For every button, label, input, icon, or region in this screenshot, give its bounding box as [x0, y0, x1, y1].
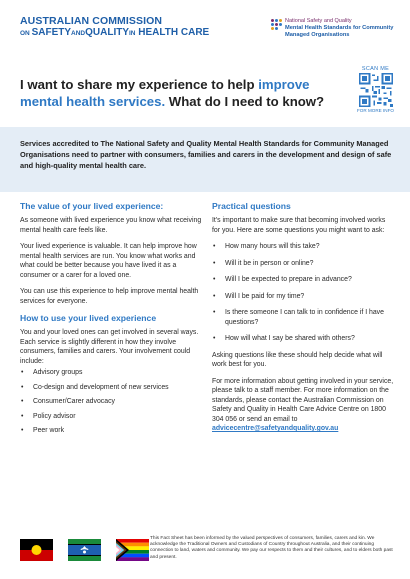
- aboriginal-flag-icon: [20, 539, 53, 561]
- org-word-health-care: HEALTH CARE: [138, 27, 210, 38]
- standards-subtitle: National Safety and Quality: [285, 18, 352, 24]
- list-item: • How many hours will this take?: [212, 242, 394, 252]
- org-word-and: AND: [71, 30, 86, 37]
- questions-list: [212, 242, 394, 344]
- how-to-use-heading: How to use your lived experience: [20, 313, 157, 323]
- practical-questions-p2: Asking questions like these should help decide what will work best for you.: [212, 351, 383, 368]
- acknowledgement-text: This Fact Sheet has been informed by the valued perspectives of consumers, families, carers and kin. We acknowledge the Traditional Owners and Custodians of Country throughout Australia, and their continuing connection to land, waters and community. We pay our respects to them and their cultures, and to elders both past and present.: [150, 536, 393, 560]
- involvement-list: [20, 368, 205, 436]
- left-column: [20, 201, 205, 443]
- list-item: • Advisory groups: [20, 368, 205, 378]
- list-item: • Peer work: [20, 426, 205, 436]
- org-word-quality: QUALITY: [85, 27, 129, 38]
- practical-questions-p1: It's important to make sure that becoming involved works for you. Here are some questions you might want to ask:: [212, 217, 386, 234]
- torres-strait-islander-flag-icon: [68, 539, 101, 561]
- intro-text: Services accredited to The National Safety and Quality Mental Health Standards for Community Managed Organisations need to partner with consumers, families and carers in the development and design of safe and high-quality mental health care.: [20, 139, 392, 171]
- how-to-use-p1: You and your loved ones can get involved in several ways. Each service is slightly different in how they involve consumers, families and carers. Your involvement could include:: [20, 329, 199, 365]
- qr-code-icon[interactable]: [359, 73, 393, 107]
- progress-pride-flag-icon: [116, 539, 149, 561]
- intro-band: [0, 127, 410, 192]
- qr-scan-label: SCAN ME: [361, 66, 390, 72]
- contact-text: For more information about getting involved in your service, please talk to a staff member. For more information on the standards, please contact the Australian Commission on Safety and Quality in Health Care Advice Centre on 1800 304 056 or send an email to: [212, 377, 394, 423]
- organisation-logo: [20, 16, 209, 39]
- advice-centre-email-link[interactable]: advicecentre@safetyandquality.gov.au: [212, 425, 339, 432]
- title-highlight: improve mental health services.: [20, 77, 310, 109]
- org-name-line1: AUSTRALIAN COMMISSION: [20, 15, 163, 27]
- standards-dots-icon: [271, 19, 283, 39]
- list-item: • Is there someone I can talk to in confidence if I have questions?: [212, 308, 394, 327]
- title-part1: I want to share my experience to help: [20, 77, 259, 92]
- lived-experience-p3: You can use this experience to help improve mental health services for everyone.: [20, 288, 199, 305]
- lived-experience-heading: The value of your lived experience:: [20, 201, 164, 211]
- qr-code-block[interactable]: [353, 66, 398, 113]
- lived-experience-p2: Your lived experience is valuable. It can help improve how mental health services are run. You know what works and what could be better because you have lived it as a consumer or a carer for a loved one.: [20, 243, 197, 279]
- standards-title: Mental Health Standards for Community Managed Organisations: [285, 25, 394, 38]
- practical-questions-heading: Practical questions: [212, 201, 291, 211]
- org-word-in: IN: [129, 30, 136, 37]
- list-item: • Will it be in person or online?: [212, 259, 394, 269]
- page-title: [20, 77, 338, 110]
- list-item: • How will what I say be shared with others?: [212, 334, 394, 344]
- contact-info: [212, 377, 394, 434]
- lived-experience-p1: As someone with lived experience you know what receiving mental health care feels like.: [20, 217, 202, 234]
- list-item: • Consumer/Carer advocacy: [20, 397, 205, 407]
- list-item: • Will I be expected to prepare in advance?: [212, 275, 394, 285]
- org-word-safety: SAFETY: [31, 27, 72, 38]
- org-word-on: ON: [20, 30, 32, 37]
- list-item: • Co-design and development of new services: [20, 383, 205, 393]
- list-item: • Will I be paid for my time?: [212, 292, 394, 302]
- qr-more-label: FOR MORE INFO: [356, 108, 394, 113]
- footer: [0, 522, 410, 579]
- right-column: [212, 201, 394, 441]
- org-name-line2: [20, 27, 209, 39]
- title-part2: What do I need to know?: [165, 93, 325, 109]
- list-item: • Policy advisor: [20, 412, 205, 422]
